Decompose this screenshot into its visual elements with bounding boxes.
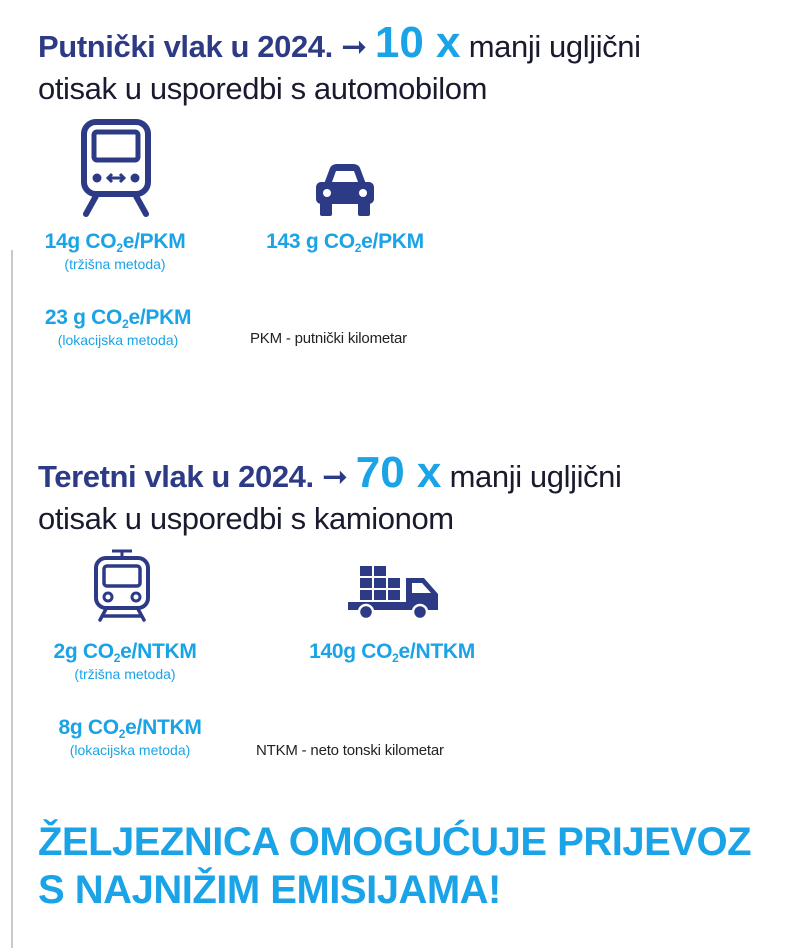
closing-statement: [38, 818, 751, 914]
freight-factor: 70 x: [355, 448, 442, 497]
car-icon: [312, 162, 378, 220]
freight-train-value: 2g $CO_2e$/NTKM: [53, 640, 197, 665]
freight-train-method: (tržišna metoda): [74, 666, 176, 682]
freight-title-line2: otisak u usporedbi s kamionom: [38, 501, 454, 536]
left-divider-line: [11, 250, 13, 948]
passenger-factor: 10 x: [374, 18, 461, 67]
arrow-icon: ➞: [321, 459, 348, 494]
car-value: 143 g $CO_2e$/PKM: [266, 230, 424, 255]
freight-train-emission: [40, 640, 210, 682]
passenger-train-method: (tržišna metoda): [64, 256, 166, 272]
passenger-train-value: 14g $CO_2e$/PKM: [44, 230, 186, 255]
passenger-title-rest: manji ugljični: [468, 29, 641, 64]
passenger-location-method: (lokacijska metoda): [57, 332, 179, 348]
passenger-title-bold: Putnički vlak u 2024.: [38, 29, 333, 64]
freight-title-bold: Teretni vlak u 2024.: [38, 459, 314, 494]
truck-value: 140g $CO_2e$/NTKM: [309, 640, 475, 665]
freight-heading: [38, 448, 622, 540]
passenger-location-value: 23 g $CO_2e$/PKM: [44, 306, 192, 331]
freight-title-rest: manji ugljični: [449, 459, 622, 494]
passenger-title-line2: otisak u usporedbi s automobilom: [38, 71, 488, 106]
passenger-heading: [38, 18, 641, 110]
passenger-location-emission: [28, 306, 208, 348]
truck-emission: [292, 640, 492, 665]
pkm-note: PKM - putnički kilometar: [250, 330, 407, 347]
passenger-train-icon: [78, 118, 154, 218]
freight-location-value: 8g $CO_2e$/NTKM: [58, 716, 202, 741]
freight-location-emission: [40, 716, 220, 758]
passenger-train-emission: [30, 230, 200, 272]
ntkm-note: NTKM - neto tonski kilometar: [256, 742, 444, 759]
freight-train-icon: [90, 548, 154, 622]
truck-icon: [346, 562, 442, 620]
arrow-icon: ➞: [341, 29, 367, 64]
closing-statement-line2: S NAJNIŽIM EMISIJAMA!: [38, 868, 501, 912]
car-emission: [250, 230, 440, 255]
freight-location-method: (lokacijska metoda): [69, 742, 191, 758]
closing-statement-line1: ŽELJEZNICA OMOGUĆUJE PRIJEVOZ: [38, 820, 751, 864]
